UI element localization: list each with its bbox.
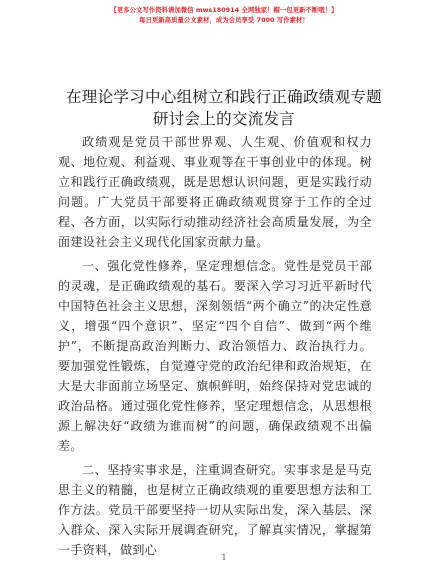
body-paragraph: 政绩观是党员干部世界观、人生观、价值观和权力观、地位观、利益观、事业观等在干事创业中的体现。树立和践行正确政绩观，既是思想认识问题，更是实践行动问题。广大党员干部要将正确政绩观贯穿于工作的全过程、各方面，以实际行动推动经济社会高质量发展，为全面建设社会主义现代化国家贡献力量。: [58, 135, 372, 249]
promo-banner: [0, 6, 448, 26]
document-title: [40, 86, 408, 130]
body-paragraph: 一、强化党性修养，坚定理想信念。党性是党员干部的灵魂，是正确政绩观的基石。要深入学习习近平新时代中国特色社会主义思想，深刻领悟“两个确立”的决定性意义，增强“四个意识”、坚定“四个自信”、做到“两个维护”，不断提高政治判断力、政治领悟力、政治执行力。要加强党性锻炼，自觉遵守党的政治纪律和政治规矩，在大是大非面前立场坚定、旗帜鲜明，始终保持对党忠诚的政治品格。通过强化党性修养，坚定理想信念，从思想根源上解决好“政绩为谁而树”的问题，确保政绩观不出偏差。: [58, 259, 372, 453]
document-title-line-1: 在理论学习中心组树立和践行正确政绩观专题: [65, 88, 382, 106]
promo-banner-line-1: 【更多公文写作资料请加微信 mws180914 全网独家！帽一包更新不断哦！】: [110, 7, 338, 14]
promo-banner-line-2: 每日更新高质量公文素材，成为会员享受 7000 写作素材！: [139, 17, 309, 24]
document-title-line-2: 研讨会上的交流发言: [152, 110, 296, 128]
document-body: [58, 132, 372, 564]
body-paragraph: 二、坚持实事求是，注重调查研究。实事求是是马克思主义的精髓，也是树立正确政绩观的重要思想方法和工作方法。党员干部要坚持一切从实际出发，深入基层、深入群众、深入实际开展调查研究，了解真实情况，掌握第一手资料，做到心: [58, 463, 372, 557]
page-number: 1: [221, 553, 227, 562]
